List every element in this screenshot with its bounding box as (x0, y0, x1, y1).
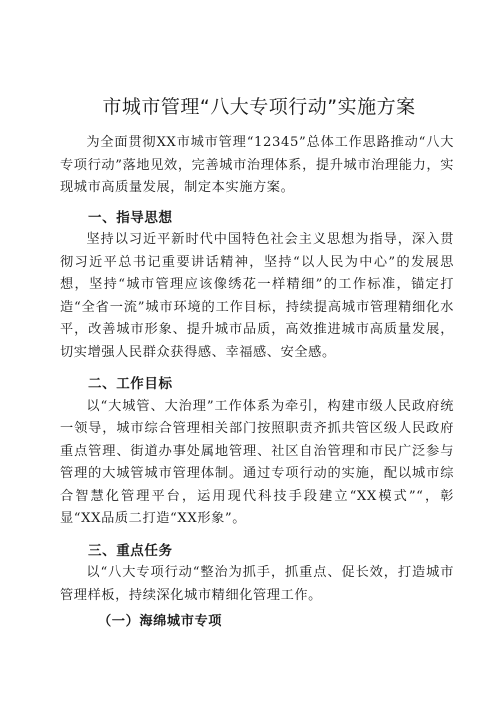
section-body-key-tasks: 以“八大专项行动“整治为抓手，抓重点、促长效，打造城市管理样板，持续深化城市精细化管理工作。 (60, 565, 454, 603)
section-body-guiding-ideology: 坚持以习近平新时代中国特色社会主义思想为指导，深入贯彻习近平总书记重要讲话精神，坚持“以人民为中心”的发展思想，坚持“城市管理应该像绣花一样精细”的工作标准，锚定打造“全省一流”城市环境的工作目标，持续提高城市管理精细化水平，改善城市形象、提升城市品质，高效推进城市高质量发展，切实增强人民群众获得感、幸福感、安全感。 (60, 232, 454, 360)
section-body-work-goals: 以“大城管、大治理”工作体系为牵引，构建市级人民政府统一领导，城市综合管理相关部门按照职责齐抓共管区级人民政府重点管理、街道办事处属地管理、社区自治管理和市民广泛参与管理的大城管城市管理体制。通过专项行动的实施，配以城市综合智慧化管理平台，运用现代科技手段建立“XX模式”“，彰显“XX品质二打造“XX形象”。 (60, 398, 454, 526)
subsection-heading-sponge-city: （一）海绵城市专项 (98, 614, 223, 629)
section-heading-key-tasks: 三、重点任务 (88, 542, 173, 559)
section-heading-guiding-ideology: 一、指导思想 (88, 209, 173, 226)
section-heading-work-goals: 二、工作目标 (88, 376, 173, 392)
document-title: 市城市管理“八大专项行动”实施方案 (102, 96, 416, 118)
intro-paragraph: 为全面贯彻XX市城市管理“12345”总体工作思路推动“八大专项行动”落地见效，完善城市治理体系，提升城市治理能力，实现城市高质量发展，制定本实施方案。 (60, 135, 454, 195)
